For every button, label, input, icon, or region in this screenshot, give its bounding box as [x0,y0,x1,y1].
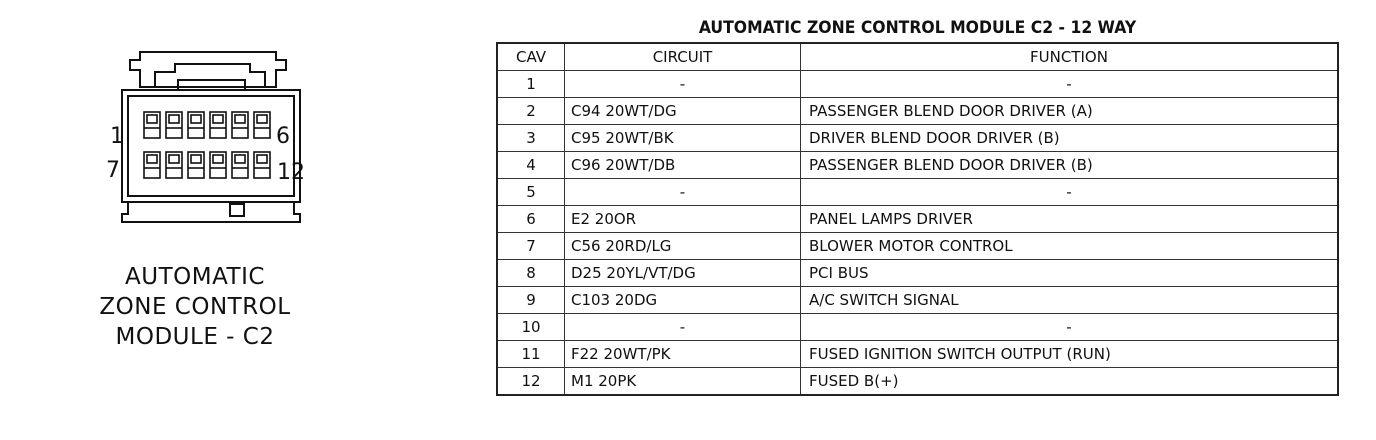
circuit-cell: C96 20WT/DB [565,152,801,179]
pin-cavity [232,112,248,138]
cav-cell: 3 [497,125,565,152]
pin-cavity [144,112,160,138]
table-row [497,260,1338,287]
pin-cavity [254,152,270,178]
cav-cell: 12 [497,368,565,396]
table-row [497,71,1338,98]
cav-cell: 2 [497,98,565,125]
pin-label-6: 6 [276,124,290,149]
pin-grid [144,112,270,178]
pin-cavity [254,112,270,138]
function-cell: PCI BUS [801,260,1339,287]
circuit-cell: - [565,179,801,206]
pin-cavity [188,112,204,138]
cav-cell: 1 [497,71,565,98]
function-cell: A/C SWITCH SIGNAL [801,287,1339,314]
circuit-cell: E2 20OR [565,206,801,233]
table-header-row [497,43,1338,71]
table-row [497,341,1338,368]
header-function: FUNCTION [801,43,1339,71]
function-cell: DRIVER BLEND DOOR DRIVER (B) [801,125,1339,152]
function-cell: - [801,179,1339,206]
cav-cell: 11 [497,341,565,368]
table-row [497,98,1338,125]
function-cell: BLOWER MOTOR CONTROL [801,233,1339,260]
function-cell: - [801,314,1339,341]
circuit-cell: F22 20WT/PK [565,341,801,368]
pin-cavity [188,152,204,178]
pin-cavity [144,152,160,178]
table-row [497,179,1338,206]
table-row [497,206,1338,233]
table-row [497,152,1338,179]
function-cell: - [801,71,1339,98]
function-cell: PASSENGER BLEND DOOR DRIVER (A) [801,98,1339,125]
pin-label-1: 1 [110,124,124,149]
pin-label-7: 7 [106,158,120,183]
cav-cell: 4 [497,152,565,179]
header-cav: CAV [497,43,565,71]
table-row [497,287,1338,314]
table-row [497,314,1338,341]
pin-cavity [232,152,248,178]
circuit-cell: C103 20DG [565,287,801,314]
caption-line: MODULE - C2 [115,324,275,350]
function-cell: PANEL LAMPS DRIVER [801,206,1339,233]
table-row [497,368,1338,396]
function-cell: FUSED B(+) [801,368,1339,396]
circuit-cell: - [565,71,801,98]
table-row [497,233,1338,260]
function-cell: FUSED IGNITION SWITCH OUTPUT (RUN) [801,341,1339,368]
cav-cell: 5 [497,179,565,206]
caption-line: AUTOMATIC [125,264,265,290]
header-circuit: CIRCUIT [565,43,801,71]
circuit-cell: D25 20YL/VT/DG [565,260,801,287]
table-title: AUTOMATIC ZONE CONTROL MODULE C2 - 12 WAY [698,18,1137,38]
circuit-cell: C56 20RD/LG [565,233,801,260]
pin-cavity [210,152,226,178]
connector-latch [130,52,286,87]
cav-cell: 9 [497,287,565,314]
cav-cell: 10 [497,314,565,341]
cav-cell: 6 [497,206,565,233]
pin-cavity [166,152,182,178]
caption-line: ZONE CONTROL [99,294,291,320]
cav-cell: 8 [497,260,565,287]
connector-key [230,204,244,216]
circuit-cell: C94 20WT/DG [565,98,801,125]
pin-label-12: 12 [277,160,305,185]
pin-cavity [210,112,226,138]
function-cell: PASSENGER BLEND DOOR DRIVER (B) [801,152,1339,179]
circuit-cell: M1 20PK [565,368,801,396]
circuit-cell: - [565,314,801,341]
circuit-cell: C95 20WT/BK [565,125,801,152]
connector-skirt [122,202,300,222]
pin-cavity [166,112,182,138]
pinout-table [496,42,1339,396]
cav-cell: 7 [497,233,565,260]
connector-body [122,90,300,202]
table-row [497,125,1338,152]
connector-caption [50,262,340,352]
